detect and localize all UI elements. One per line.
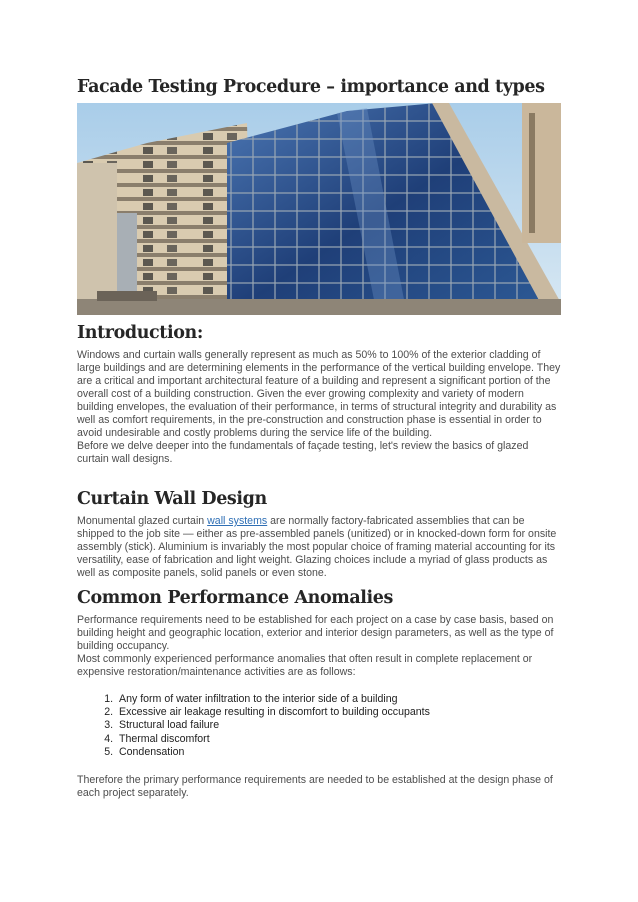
list-item: 3. Structural load failure xyxy=(116,719,561,732)
anomalies-heading: Common Performance Anomalies xyxy=(77,588,393,608)
list-item: 5. Condensation xyxy=(116,746,561,759)
curtain-wall-section xyxy=(77,489,561,580)
wall-systems-link[interactable]: wall systems xyxy=(207,515,268,527)
closing-paragraph: Therefore the primary performance requirements are needed to be established at the design phase of each project separately. xyxy=(77,774,553,800)
curtain-wall-heading: Curtain Wall Design xyxy=(77,489,267,509)
introduction-paragraph: Windows and curtain walls generally represent as much as 50% to 100% of the exterior cladding of large buildings and are determining elements in the performance of the vertical building envelope. They are a critical and important architectural feature of a building and represent a significant portion of the overall cost of a building construction. Given the ever growing complexity and variety of modern building envelopes, the evaluation of their performance, in terms of structural integrity and durability as well as comfort requirements, in the pre-construction and construction phase is essential in order to avoid undesirable and costly problems during the service life of the building. xyxy=(77,349,561,439)
anomalies-list xyxy=(77,693,561,759)
introduction-section xyxy=(77,323,561,466)
list-item: 2. Excessive air leakage resulting in discomfort to building occupants xyxy=(116,706,561,719)
curtain-text-before: Monumental glazed curtain xyxy=(77,515,208,527)
facade-photo xyxy=(77,103,561,315)
list-item: 1. Any form of water infiltration to the interior side of a building xyxy=(116,693,561,706)
anomalies-paragraph: Performance requirements need to be established for each project on a case by case basis, based on building height and geographic location, exterior and interior design parameters, as well as the type of building occupancy. xyxy=(77,614,554,652)
curtain-text-after: are normally factory-fabricated assemblies that can be shipped to the job site — either as pre-assembled panels (unitized) or in knocked-down form for onsite assembly (stick). Aluminium is invariably the most popular choice of framing material accounting for its versatility, ease of fabrication and light weight. Glazing choices include a myriad of glass products as well as composite panels, solid panels or even stone. xyxy=(77,515,557,579)
anomalies-section xyxy=(77,588,561,800)
curtain-wall-paragraph xyxy=(77,515,561,580)
anomalies-intro: Most commonly experienced performance anomalies that often result in complete replacement or expensive restoration/maintenance activities are as follows: xyxy=(77,653,533,678)
introduction-followup: Before we delve deeper into the fundamentals of façade testing, let's review the basics of glazed curtain wall designs. xyxy=(77,440,529,465)
introduction-heading: Introduction: xyxy=(77,323,203,343)
list-item: 4. Thermal discomfort xyxy=(116,733,561,746)
page-title: Facade Testing Procedure – importance and types xyxy=(77,77,545,97)
